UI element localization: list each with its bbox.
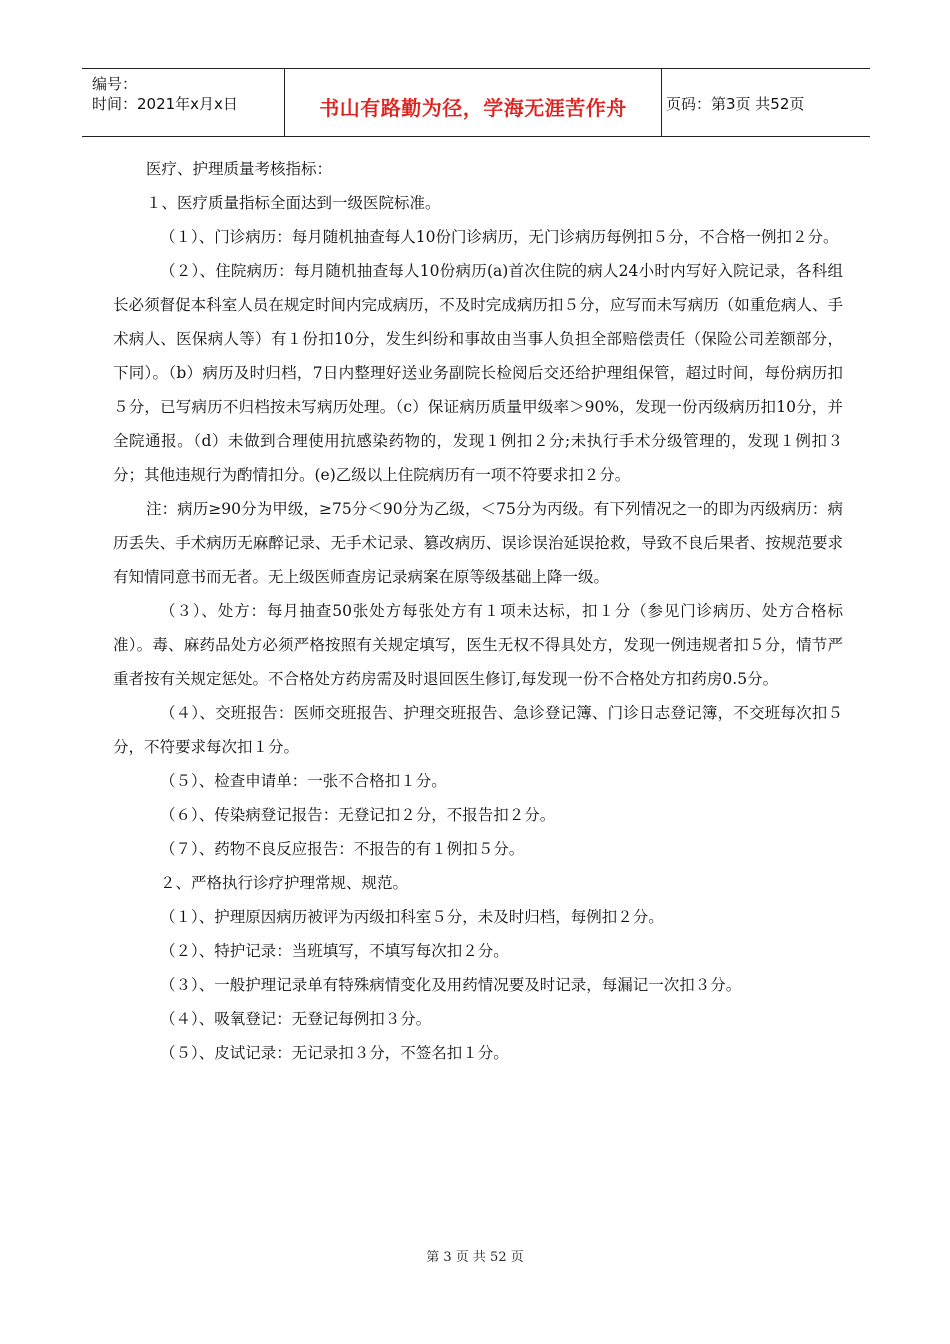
paragraph: （２）、特护记录：当班填写，不填写每次扣２分。 (160, 942, 509, 960)
page-header (82, 68, 870, 137)
document-number-label: 编号： (92, 75, 138, 93)
header-page-cell (660, 69, 870, 136)
paragraph: （７）、药物不良反应报告：不报告的有１例扣５分。 (160, 840, 525, 858)
paragraph: （１）、护理原因病历被评为丙级扣科室５分，未及时归档，每例扣２分。 (160, 908, 664, 926)
header-page-number: 页码：第3页 共52页 (666, 95, 805, 113)
section-item: ２、严格执行诊疗护理常规、规范。 (160, 874, 409, 892)
page-footer: 第 3 页 共 52 页 (426, 1250, 524, 1265)
paragraph: （５）、皮试记录：无记录扣３分，不签名扣１分。 (160, 1044, 509, 1062)
header-motto-cell (284, 69, 662, 136)
paragraph-note: 注：病历≥90分为甲级，≥75分＜90分为乙级，＜75分为丙级。有下列情况之一的即为丙级病历：病历丢失、手术病历无麻醉记录、无手术记录、篡改病历、误诊误治延误抢救，导致不良后果者、按规范要求有知情同意书而无者。无上级医师查房记录病案在原等级基础上降一级。 (113, 500, 843, 586)
document-body (113, 152, 843, 1070)
section-item: １、医疗质量指标全面达到一级医院标准。 (146, 194, 441, 212)
paragraph: （６）、传染病登记报告：无登记扣２分，不报告扣２分。 (160, 806, 556, 824)
paragraph: （３）、一般护理记录单有特殊病情变化及用药情况要及时记录，每漏记一次扣３分。 (160, 976, 742, 994)
header-motto: 书山有路勤为径，学海无涯苦作舟 (319, 96, 627, 120)
document-date-label: 时间：2021年x月x日 (92, 95, 238, 113)
header-meta-cell (82, 69, 284, 136)
paragraph: （５）、检查申请单：一张不合格扣１分。 (160, 772, 447, 790)
paragraph: （１）、门诊病历：每月随机抽查每人10份门诊病历，无门诊病历每例扣５分，不合格一例扣２分。 (160, 228, 839, 246)
section-heading: 医疗、护理质量考核指标： (146, 160, 333, 178)
paragraph: （４）、交班报告：医师交班报告、护理交班报告、急诊登记簿、门诊日志登记簿，不交班每次扣５分，不符要求每次扣１分。 (113, 704, 843, 756)
paragraph: （４）、吸氧登记：无登记每例扣３分。 (160, 1010, 432, 1028)
paragraph: （２）、住院病历：每月随机抽查每人10份病历(a)首次住院的病人24小时内写好入院记录，各科组长必须督促本科室人员在规定时间内完成病历，不及时完成病历扣５分，应写而未写病历（如重危病人、手术病人、医保病人等）有１份扣10分，发生纠纷和事故由当事人负担全部赔偿责任（保险公司差额部分，下同）。（b）病历及时归档，7日内整理好送业务副院长检阅后交还给护理组保管，超过时间，每份病历扣５分，已写病历不归档按未写病历处理。（c）保证病历质量甲级率＞90%，发现一份丙级病历扣10分，并全院通报。（d）未做到合理使用抗感染药物的，发现１例扣２分;未执行手术分级管理的，发现１例扣３分；其他违规行为酌情扣分。(e)乙级以上住院病历有一项不符要求扣２分。 (113, 262, 843, 484)
paragraph: （３）、处方：每月抽查50张处方每张处方有１项未达标，扣１分（参见门诊病历、处方合格标准）。毒、麻药品处方必须严格按照有关规定填写，医生无权不得具处方，发现一例违规者扣５分，情节严重者按有关规定惩处。不合格处方药房需及时退回医生修订,每发现一份不合格处方扣药房0.5分。 (113, 602, 843, 688)
